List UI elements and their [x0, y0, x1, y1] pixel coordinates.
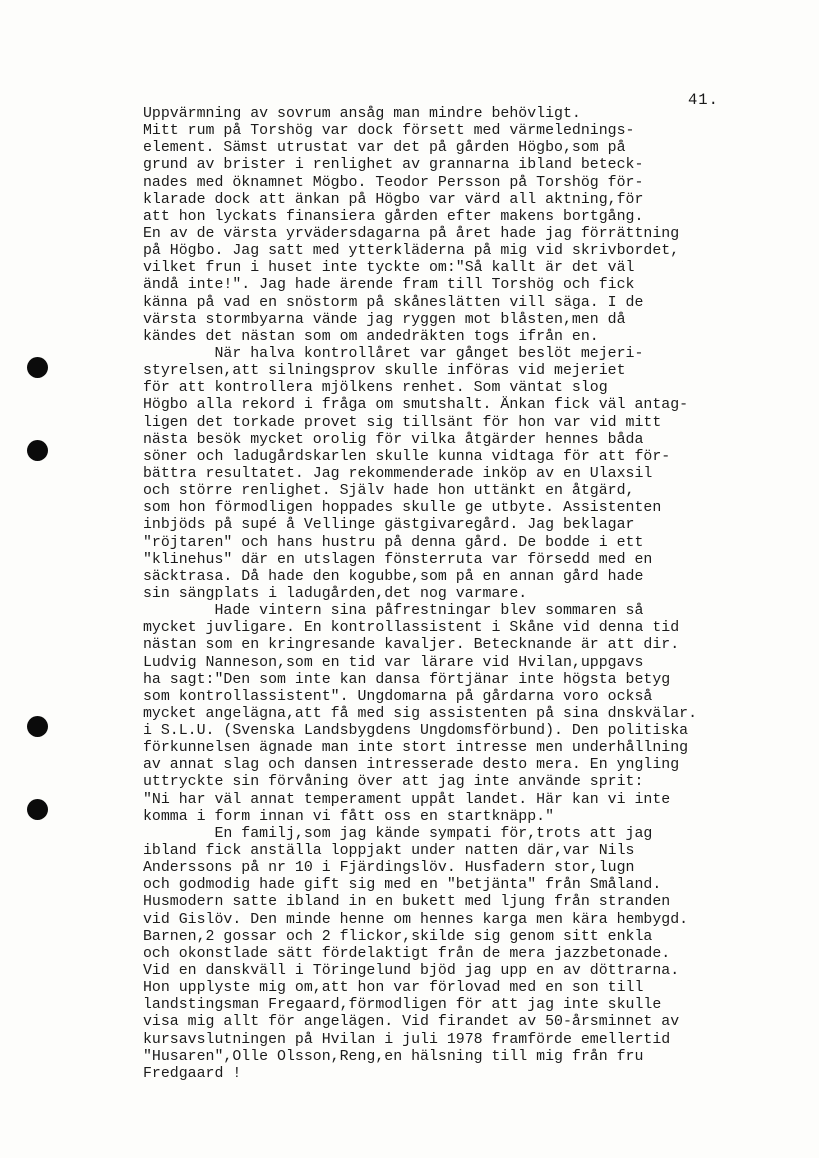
text-line: och okonstlade sätt fördelaktigt från de mera jazzbetonade. — [143, 945, 671, 962]
text-line: landstingsman Fregaard,förmodligen för att jag inte skulle — [143, 997, 662, 1014]
text-line: Ludvig Nanneson,som en tid var lärare vid Hvilan,uppgavs — [143, 654, 644, 671]
text-line: ändå inte!". Jag hade ärende fram till Torshög och fick — [143, 277, 635, 294]
page-number: 41. — [688, 91, 719, 109]
text-line: av annat slag och dansen intresserade desto mera. En yngling — [143, 757, 680, 774]
text-line: mycket angelägna,att få med sig assistenten på sina dnskvälar. — [143, 705, 698, 722]
text-line: Hade vintern sina påfrestningar blev sommaren så — [143, 603, 644, 620]
text-line: "Ni har väl annat temperament uppåt landet. Här kan vi inte — [143, 791, 671, 808]
text-line: visa mig allt för angelägen. Vid firandet av 50-årsminnet av — [143, 1014, 680, 1031]
punch-hole-4 — [27, 799, 48, 820]
text-line: som hon förmodligen hoppades skulle ge utbyte. Assistenten — [143, 500, 662, 517]
text-line: inbjöds på supé å Vellinge gästgivaregård. Jag beklagar — [143, 517, 635, 534]
text-line: vid Gislöv. Den minde henne om hennes karga men kära hembygd. — [143, 911, 689, 928]
punch-hole-1 — [27, 357, 48, 378]
punch-hole-2 — [27, 440, 48, 461]
text-line: att hon lyckats finansiera gården efter makens bortgång. — [143, 208, 644, 225]
text-line: Uppvärmning av sovrum ansåg man mindre behövligt. — [143, 106, 581, 122]
text-line: och större renlighet. Själv hade hon uttänkt en åtgärd, — [143, 483, 635, 500]
text-line: En av de värsta yrvädersdagarna på året hade jag förrättning — [143, 225, 680, 242]
text-line: känna på vad en snöstorm på skåneslätten vill säga. I de — [143, 294, 644, 311]
text-line: Hon upplyste mig om,att hon var förlovad med en son till — [143, 980, 644, 997]
text-line: värsta stormbyarna vände jag ryggen mot blåsten,men då — [143, 311, 626, 328]
text-line: förkunnelsen ägnade man inte stort intresse men underhållning — [143, 740, 689, 757]
typewritten-text — [143, 106, 803, 1083]
text-line: nades med öknamnet Mögbo. Teodor Persson på Torshög för- — [143, 174, 644, 191]
text-line: Högbo alla rekord i fråga om smutshalt. Änkan fick väl antag- — [143, 397, 689, 414]
text-line: mycket juvligare. En kontrollassistent i Skåne vid denna tid — [143, 620, 680, 637]
text-line: i S.L.U. (Svenska Landsbygdens Ungdomsförbund). Den politiska — [143, 723, 689, 740]
text-line: och godmodig hade gift sig med en "betjänta" från Småland. — [143, 877, 662, 894]
punch-hole-3 — [27, 716, 48, 737]
text-line: ha sagt:"Den som inte kan dansa förtjänar inte högsta betyg — [143, 671, 671, 688]
text-line: Husmodern satte ibland in en bukett med ljung från stranden — [143, 894, 671, 911]
text-line: säcktrasa. Då hade den kogubbe,som på en annan gård hade — [143, 568, 644, 585]
text-line: Mitt rum på Torshög var dock försett med värmelednings- — [143, 123, 635, 140]
text-line: kändes det nästan som om andedräkten togs ifrån en. — [143, 328, 599, 345]
text-line: styrelsen,att silningsprov skulle införas vid mejeriet — [143, 363, 626, 380]
text-line: En familj,som jag kände sympati för,trots att jag — [143, 825, 653, 842]
text-line: "klinehus" där en utslagen fönsterruta var försedd med en — [143, 551, 653, 568]
text-line: Fredgaard ! — [143, 1065, 242, 1082]
text-line: söner och ladugårdskarlen skulle kunna vidtaga för att för- — [143, 448, 671, 465]
text-line: som kontrollassistent". Ungdomarna på gårdarna voro också — [143, 688, 653, 705]
text-line: vilket frun i huset inte tyckte om:"Så kallt är det väl — [143, 260, 635, 277]
text-line: på Högbo. Jag satt med ytterkläderna på mig vid skrivbordet, — [143, 243, 680, 260]
text-line: "röjtaren" och hans hustru på denna gård. De bodde i ett — [143, 534, 644, 551]
text-line: grund av brister i renlighet av grannarna ibland beteck- — [143, 157, 644, 174]
text-line: klarade dock att änkan på Högbo var värd all aktning,för — [143, 191, 644, 208]
text-line: Vid en danskväll i Töringelund bjöd jag upp en av döttrarna. — [143, 963, 680, 980]
text-line: för att kontrollera mjölkens renhet. Som väntat slog — [143, 380, 608, 397]
text-line: uttryckte sin förvåning över att jag inte använde sprit: — [143, 774, 644, 791]
text-line: ibland fick anställa loppjakt under natten där,var Nils — [143, 843, 635, 860]
text-line: "Husaren",Olle Olsson,Reng,en hälsning till mig från fru — [143, 1048, 644, 1065]
text-line: sin sängplats i ladugården,det nog varmare. — [143, 585, 528, 602]
text-line: Anderssons på nr 10 i Fjärdingslöv. Husfadern stor,lugn — [143, 860, 635, 877]
text-line: komma i form innan vi fått oss en startknäpp." — [143, 808, 555, 825]
text-line: bättra resultatet. Jag rekommenderade inköp av en Ulaxsil — [143, 465, 653, 482]
text-line: nästan som en kringresande kavaljer. Betecknande är att dir. — [143, 637, 680, 654]
text-line: Barnen,2 gossar och 2 flickor,skilde sig genom sitt enkla — [143, 928, 653, 945]
text-line: När halva kontrollåret var gånget beslöt mejeri- — [143, 345, 644, 362]
text-line: kursavslutningen på Hvilan i juli 1978 framförde emellertid — [143, 1031, 671, 1048]
text-line: ligen det torkade provet sig tillsänt för hon var vid mitt — [143, 414, 662, 431]
text-line: element. Sämst utrustat var det på gården Högbo,som på — [143, 140, 626, 157]
text-line: nästa besök mycket orolig för vilka åtgärder hennes båda — [143, 431, 644, 448]
